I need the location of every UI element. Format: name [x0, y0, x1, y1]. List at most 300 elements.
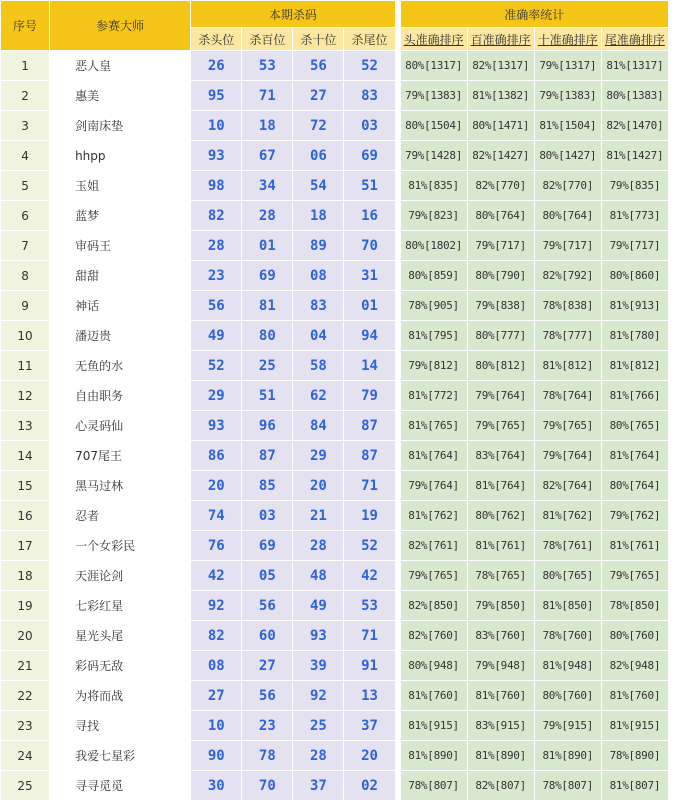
- kill-code: 26: [191, 51, 241, 80]
- row-index: 2: [1, 81, 49, 110]
- table-row: [1, 411, 674, 440]
- kill-code: 70: [242, 771, 292, 800]
- column-gap: [396, 531, 400, 560]
- row-index: 20: [1, 621, 49, 650]
- kill-code: 29: [191, 381, 241, 410]
- accuracy-value: 80%[760]: [602, 621, 668, 650]
- kill-code: 23: [242, 711, 292, 740]
- row-index: 6: [1, 201, 49, 230]
- accuracy-value: 79%[762]: [602, 501, 668, 530]
- accuracy-value: 81%[760]: [401, 681, 467, 710]
- column-gap: [396, 561, 400, 590]
- right-edge: [669, 411, 674, 440]
- kill-code: 60: [242, 621, 292, 650]
- master-name: 自由职务: [50, 381, 190, 410]
- table-row: [1, 261, 674, 290]
- row-index: 9: [1, 291, 49, 320]
- kill-code: 71: [344, 621, 394, 650]
- accuracy-value: 80%[760]: [535, 681, 601, 710]
- right-edge: [669, 651, 674, 680]
- right-edge: [669, 771, 674, 800]
- kill-code: 29: [293, 441, 343, 470]
- master-name: hhpp: [50, 141, 190, 170]
- accuracy-value: 81%[1427]: [602, 141, 668, 170]
- kill-code: 90: [191, 741, 241, 770]
- accuracy-value: 82%[761]: [401, 531, 467, 560]
- row-index: 1: [1, 51, 49, 80]
- right-edge: [669, 711, 674, 740]
- column-gap: [396, 81, 400, 110]
- accuracy-value: 81%[812]: [535, 351, 601, 380]
- master-name: 黑马过林: [50, 471, 190, 500]
- master-name: 玉姐: [50, 171, 190, 200]
- kill-code: 69: [242, 531, 292, 560]
- accuracy-value: 81%[764]: [468, 471, 534, 500]
- kill-code: 76: [191, 531, 241, 560]
- accuracy-value: 80%[764]: [535, 201, 601, 230]
- accuracy-value: 79%[764]: [401, 471, 467, 500]
- accuracy-value: 80%[859]: [401, 261, 467, 290]
- row-index: 12: [1, 381, 49, 410]
- master-name: 潘迈贵: [50, 321, 190, 350]
- accuracy-value: 80%[762]: [468, 501, 534, 530]
- table-row: [1, 591, 674, 620]
- accuracy-value: 82%[770]: [468, 171, 534, 200]
- kill-code: 49: [293, 591, 343, 620]
- kill-code: 93: [191, 141, 241, 170]
- kill-code: 84: [293, 411, 343, 440]
- right-edge: [669, 591, 674, 620]
- table-row: [1, 171, 674, 200]
- table-row: [1, 501, 674, 530]
- kill-code: 52: [344, 51, 394, 80]
- column-gap: [396, 711, 400, 740]
- master-name: 我爱七星彩: [50, 741, 190, 770]
- right-edge: [669, 321, 674, 350]
- kill-code: 87: [344, 411, 394, 440]
- master-name: 恶人皇: [50, 51, 190, 80]
- kill-code: 27: [191, 681, 241, 710]
- accuracy-value: 79%[717]: [535, 231, 601, 260]
- kill-code: 72: [293, 111, 343, 140]
- kill-code: 28: [191, 231, 241, 260]
- accuracy-value: 80%[764]: [468, 201, 534, 230]
- right-edge: [669, 111, 674, 140]
- kill-code: 87: [344, 441, 394, 470]
- kill-code: 51: [242, 381, 292, 410]
- kill-code: 82: [191, 201, 241, 230]
- kill-code: 89: [293, 231, 343, 260]
- row-index: 7: [1, 231, 49, 260]
- row-index: 24: [1, 741, 49, 770]
- column-gap: [396, 681, 400, 710]
- row-index: 23: [1, 711, 49, 740]
- right-edge: [669, 291, 674, 320]
- header-kill-tail: 杀尾位: [344, 28, 394, 50]
- kill-code: 30: [191, 771, 241, 800]
- accuracy-value: 83%[764]: [468, 441, 534, 470]
- accuracy-value: 80%[1427]: [535, 141, 601, 170]
- table-row: [1, 51, 674, 80]
- kill-code: 82: [191, 621, 241, 650]
- right-edge: [669, 171, 674, 200]
- kill-code: 18: [293, 201, 343, 230]
- row-index: 3: [1, 111, 49, 140]
- kill-code: 28: [242, 201, 292, 230]
- kill-code: 95: [191, 81, 241, 110]
- accuracy-value: 82%[760]: [401, 621, 467, 650]
- kill-code: 71: [344, 471, 394, 500]
- right-edge: [669, 261, 674, 290]
- kill-code: 27: [293, 81, 343, 110]
- master-name: 无鱼的水: [50, 351, 190, 380]
- kill-code: 96: [242, 411, 292, 440]
- accuracy-value: 83%[760]: [468, 621, 534, 650]
- kill-code: 74: [191, 501, 241, 530]
- kill-code: 25: [293, 711, 343, 740]
- accuracy-value: 80%[1383]: [602, 81, 668, 110]
- accuracy-value: 79%[765]: [535, 411, 601, 440]
- accuracy-value: 78%[890]: [602, 741, 668, 770]
- accuracy-value: 82%[807]: [468, 771, 534, 800]
- accuracy-value: 81%[764]: [602, 441, 668, 470]
- column-gap: [396, 1, 400, 50]
- accuracy-value: 81%[773]: [602, 201, 668, 230]
- header-acc-head-link[interactable]: 头准确排序: [401, 28, 467, 50]
- table-row: [1, 201, 674, 230]
- kill-code: 92: [191, 591, 241, 620]
- accuracy-value: 81%[1504]: [535, 111, 601, 140]
- kill-code: 91: [344, 651, 394, 680]
- kill-code: 69: [344, 141, 394, 170]
- accuracy-value: 80%[860]: [602, 261, 668, 290]
- accuracy-value: 81%[762]: [401, 501, 467, 530]
- table-row: [1, 741, 674, 770]
- accuracy-value: 78%[761]: [535, 531, 601, 560]
- table-row: [1, 81, 674, 110]
- row-index: 4: [1, 141, 49, 170]
- kill-code: 93: [293, 621, 343, 650]
- accuracy-value: 78%[777]: [535, 321, 601, 350]
- accuracy-value: 80%[790]: [468, 261, 534, 290]
- kill-code: 93: [191, 411, 241, 440]
- header-kill-ten: 杀十位: [293, 28, 343, 50]
- accuracy-value: 82%[850]: [401, 591, 467, 620]
- table-row: [1, 711, 674, 740]
- master-name: 寻寻觅觅: [50, 771, 190, 800]
- kill-code: 10: [191, 711, 241, 740]
- accuracy-value: 81%[780]: [602, 321, 668, 350]
- master-name: 神话: [50, 291, 190, 320]
- accuracy-value: 81%[766]: [602, 381, 668, 410]
- accuracy-value: 82%[770]: [535, 171, 601, 200]
- row-index: 5: [1, 171, 49, 200]
- kill-code: 20: [191, 471, 241, 500]
- master-name: 忍者: [50, 501, 190, 530]
- table-row: [1, 771, 674, 800]
- accuracy-value: 81%[1317]: [602, 51, 668, 80]
- header-master: 参赛大师: [50, 1, 190, 50]
- kill-code: 25: [242, 351, 292, 380]
- kill-code: 83: [344, 81, 394, 110]
- accuracy-value: 82%[1317]: [468, 51, 534, 80]
- table-row: [1, 111, 674, 140]
- kill-code: 27: [242, 651, 292, 680]
- kill-code: 42: [344, 561, 394, 590]
- column-gap: [396, 591, 400, 620]
- accuracy-value: 79%[823]: [401, 201, 467, 230]
- row-index: 19: [1, 591, 49, 620]
- accuracy-value: 81%[915]: [401, 711, 467, 740]
- kill-code: 87: [242, 441, 292, 470]
- header-kill-group: 本期杀码: [191, 1, 394, 27]
- table-row: [1, 651, 674, 680]
- kill-code: 16: [344, 201, 394, 230]
- header-kill-head: 杀头位: [191, 28, 241, 50]
- row-index: 11: [1, 351, 49, 380]
- column-gap: [396, 261, 400, 290]
- header-acc-ten-link[interactable]: 十准确排序: [535, 28, 601, 50]
- kill-code: 80: [242, 321, 292, 350]
- accuracy-value: 81%[812]: [602, 351, 668, 380]
- accuracy-value: 79%[717]: [468, 231, 534, 260]
- kill-code: 62: [293, 381, 343, 410]
- accuracy-value: 81%[765]: [401, 411, 467, 440]
- master-name: 蓝梦: [50, 201, 190, 230]
- accuracy-value: 81%[761]: [602, 531, 668, 560]
- kill-code: 34: [242, 171, 292, 200]
- kill-code: 78: [242, 741, 292, 770]
- kill-code: 53: [242, 51, 292, 80]
- kill-code: 04: [293, 321, 343, 350]
- table-row: [1, 231, 674, 260]
- accuracy-value: 80%[1802]: [401, 231, 467, 260]
- master-name: 一个女彩民: [50, 531, 190, 560]
- master-name: 七彩红星: [50, 591, 190, 620]
- accuracy-value: 83%[915]: [468, 711, 534, 740]
- accuracy-value: 79%[717]: [602, 231, 668, 260]
- table-row: [1, 531, 674, 560]
- accuracy-value: 79%[765]: [401, 561, 467, 590]
- kill-code: 42: [191, 561, 241, 590]
- row-index: 16: [1, 501, 49, 530]
- table-row: [1, 621, 674, 650]
- right-edge: [669, 531, 674, 560]
- accuracy-value: 81%[807]: [602, 771, 668, 800]
- accuracy-value: 81%[772]: [401, 381, 467, 410]
- header-acc-hundred-link[interactable]: 百准确排序: [468, 28, 534, 50]
- kill-code: 94: [344, 321, 394, 350]
- kill-code: 28: [293, 531, 343, 560]
- accuracy-value: 81%[1382]: [468, 81, 534, 110]
- column-gap: [396, 111, 400, 140]
- accuracy-value: 79%[812]: [401, 351, 467, 380]
- accuracy-value: 80%[777]: [468, 321, 534, 350]
- kill-code: 51: [344, 171, 394, 200]
- accuracy-value: 79%[838]: [468, 291, 534, 320]
- master-name: 彩码无敌: [50, 651, 190, 680]
- right-edge: [669, 681, 674, 710]
- accuracy-value: 79%[764]: [468, 381, 534, 410]
- kill-code: 08: [293, 261, 343, 290]
- right-edge: [669, 231, 674, 260]
- right-edge: [669, 81, 674, 110]
- right-edge: [669, 381, 674, 410]
- column-gap: [396, 291, 400, 320]
- kill-code: 54: [293, 171, 343, 200]
- row-index: 13: [1, 411, 49, 440]
- kill-code: 01: [344, 291, 394, 320]
- kill-code: 71: [242, 81, 292, 110]
- right-edge: [669, 51, 674, 80]
- kill-code: 56: [242, 591, 292, 620]
- accuracy-value: 80%[1317]: [401, 51, 467, 80]
- accuracy-value: 80%[765]: [535, 561, 601, 590]
- kill-code: 69: [242, 261, 292, 290]
- kill-code: 92: [293, 681, 343, 710]
- column-gap: [396, 741, 400, 770]
- kill-code: 01: [242, 231, 292, 260]
- right-edge: [669, 741, 674, 770]
- kill-code: 37: [344, 711, 394, 740]
- accuracy-value: 80%[1471]: [468, 111, 534, 140]
- header-accuracy-group: 准确率统计: [401, 1, 668, 27]
- accuracy-value: 81%[850]: [535, 591, 601, 620]
- column-gap: [396, 231, 400, 260]
- row-index: 21: [1, 651, 49, 680]
- table-row: [1, 381, 674, 410]
- accuracy-value: 81%[795]: [401, 321, 467, 350]
- kill-code: 05: [242, 561, 292, 590]
- right-edge: [669, 501, 674, 530]
- kill-code: 79: [344, 381, 394, 410]
- column-gap: [396, 141, 400, 170]
- accuracy-value: 78%[807]: [535, 771, 601, 800]
- accuracy-value: 79%[915]: [535, 711, 601, 740]
- row-index: 25: [1, 771, 49, 800]
- row-index: 22: [1, 681, 49, 710]
- accuracy-value: 78%[807]: [401, 771, 467, 800]
- column-gap: [396, 471, 400, 500]
- table-row: [1, 291, 674, 320]
- column-gap: [396, 441, 400, 470]
- table-row: [1, 351, 674, 380]
- accuracy-value: 82%[948]: [602, 651, 668, 680]
- kill-code: 31: [344, 261, 394, 290]
- kill-code: 19: [344, 501, 394, 530]
- accuracy-value: 78%[764]: [535, 381, 601, 410]
- right-edge: [669, 351, 674, 380]
- kill-code: 67: [242, 141, 292, 170]
- kill-code: 18: [242, 111, 292, 140]
- accuracy-value: 79%[1383]: [535, 81, 601, 110]
- column-gap: [396, 771, 400, 800]
- header-acc-tail-link[interactable]: 尾准确排序: [602, 28, 668, 50]
- row-index: 8: [1, 261, 49, 290]
- column-gap: [396, 321, 400, 350]
- row-index: 15: [1, 471, 49, 500]
- accuracy-value: 82%[1427]: [468, 141, 534, 170]
- master-name: 寻找: [50, 711, 190, 740]
- column-gap: [396, 621, 400, 650]
- master-name: 星光头尾: [50, 621, 190, 650]
- accuracy-value: 81%[835]: [401, 171, 467, 200]
- kill-code: 53: [344, 591, 394, 620]
- accuracy-value: 81%[913]: [602, 291, 668, 320]
- kill-code: 08: [191, 651, 241, 680]
- kill-code: 13: [344, 681, 394, 710]
- accuracy-value: 81%[948]: [535, 651, 601, 680]
- column-gap: [396, 171, 400, 200]
- accuracy-value: 80%[948]: [401, 651, 467, 680]
- kill-code: 39: [293, 651, 343, 680]
- kill-code: 98: [191, 171, 241, 200]
- kill-code: 02: [344, 771, 394, 800]
- accuracy-value: 78%[850]: [602, 591, 668, 620]
- right-edge: [669, 441, 674, 470]
- header-index: 序号: [1, 1, 49, 50]
- accuracy-value: 81%[890]: [535, 741, 601, 770]
- accuracy-value: 81%[890]: [468, 741, 534, 770]
- table-row: [1, 471, 674, 500]
- accuracy-value: 79%[835]: [602, 171, 668, 200]
- accuracy-value: 80%[812]: [468, 351, 534, 380]
- kill-code: 56: [242, 681, 292, 710]
- table-row: [1, 441, 674, 470]
- master-name: 甜甜: [50, 261, 190, 290]
- master-name: 心灵码仙: [50, 411, 190, 440]
- kill-code: 23: [191, 261, 241, 290]
- right-edge: [669, 621, 674, 650]
- column-gap: [396, 651, 400, 680]
- kill-code: 20: [293, 471, 343, 500]
- accuracy-value: 79%[1317]: [535, 51, 601, 80]
- kill-code: 86: [191, 441, 241, 470]
- kill-code: 56: [191, 291, 241, 320]
- accuracy-value: 81%[761]: [468, 531, 534, 560]
- kill-code: 21: [293, 501, 343, 530]
- right-edge: [669, 201, 674, 230]
- accuracy-value: 78%[838]: [535, 291, 601, 320]
- kill-code: 70: [344, 231, 394, 260]
- accuracy-value: 78%[760]: [535, 621, 601, 650]
- kill-code: 85: [242, 471, 292, 500]
- accuracy-value: 79%[850]: [468, 591, 534, 620]
- column-gap: [396, 201, 400, 230]
- master-name: 707尾王: [50, 441, 190, 470]
- table-row: [1, 681, 674, 710]
- table-row: [1, 321, 674, 350]
- row-index: 10: [1, 321, 49, 350]
- accuracy-value: 81%[762]: [535, 501, 601, 530]
- kill-code: 10: [191, 111, 241, 140]
- kill-code: 20: [344, 741, 394, 770]
- table-row: [1, 141, 674, 170]
- column-gap: [396, 351, 400, 380]
- accuracy-value: 82%[764]: [535, 471, 601, 500]
- accuracy-value: 81%[760]: [468, 681, 534, 710]
- kill-code: 37: [293, 771, 343, 800]
- accuracy-value: 81%[760]: [602, 681, 668, 710]
- column-gap: [396, 381, 400, 410]
- kill-code: 49: [191, 321, 241, 350]
- accuracy-value: 81%[764]: [401, 441, 467, 470]
- accuracy-value: 82%[1470]: [602, 111, 668, 140]
- master-name: 为将而战: [50, 681, 190, 710]
- header-kill-hundred: 杀百位: [242, 28, 292, 50]
- accuracy-value: 80%[764]: [602, 471, 668, 500]
- right-edge: [669, 1, 674, 50]
